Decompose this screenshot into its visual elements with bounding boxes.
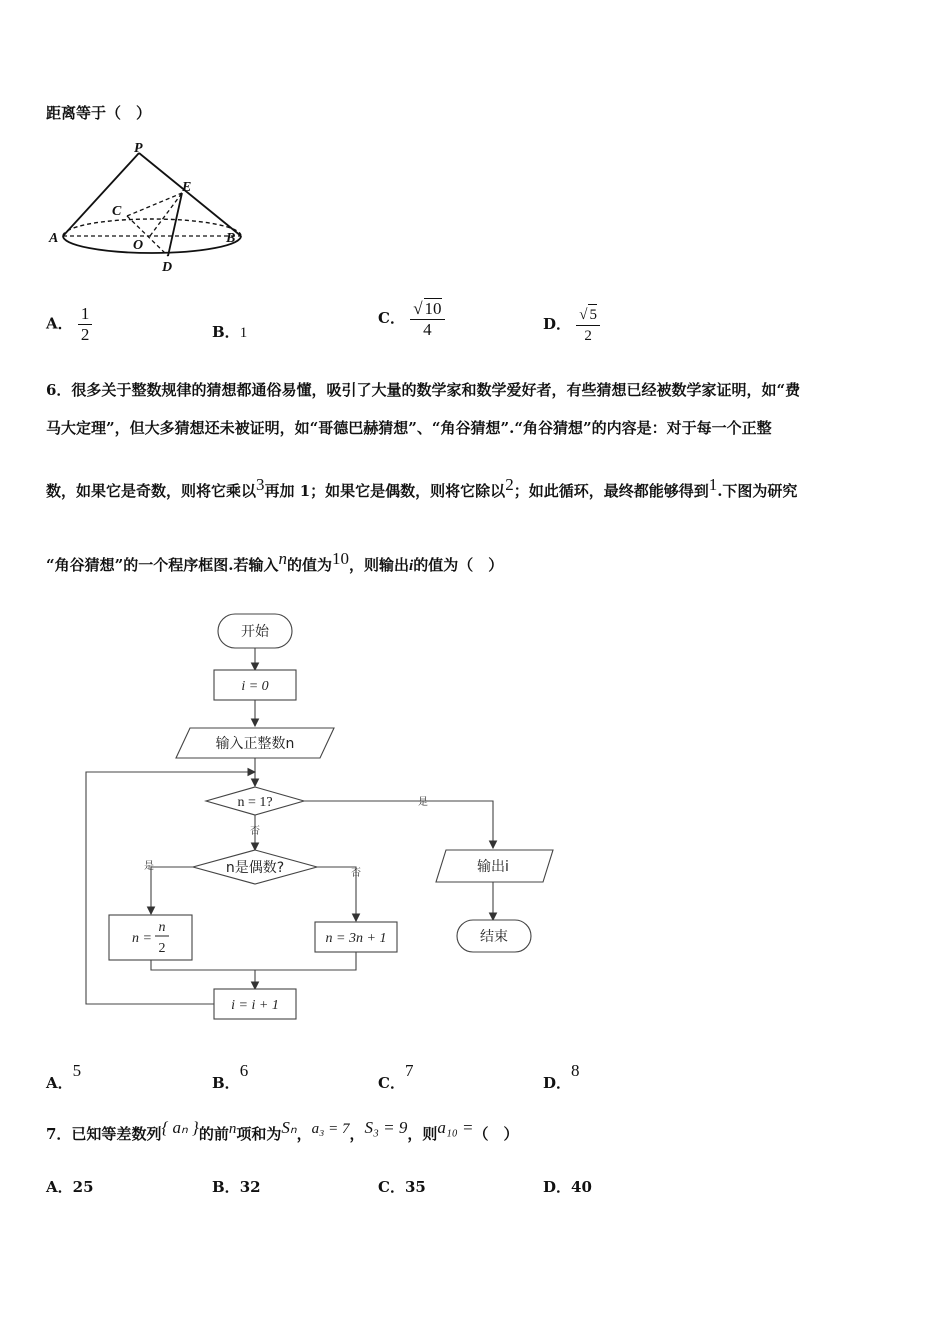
q6-option-c[interactable]: C．7 bbox=[378, 1061, 414, 1092]
label-A: A bbox=[49, 231, 59, 246]
q5-stem-tail: 距离等于（ ） bbox=[46, 104, 152, 122]
flow-cond2-no: 否 bbox=[351, 868, 361, 879]
flow-cond2-yes: 是 bbox=[144, 861, 154, 872]
cone-figure bbox=[40, 138, 250, 278]
flow-increment-label: i = i + 1 bbox=[231, 998, 279, 1013]
q6-stem-line1: 6．很多关于整数规律的猜想都通俗易懂，吸引了大量的数学家和数学爱好者，有些猜想已经被数学家证明，如“费 bbox=[46, 381, 801, 399]
flow-init-label: i = 0 bbox=[241, 679, 269, 694]
q7-option-a[interactable]: A．25 bbox=[46, 1178, 94, 1196]
q6-option-d[interactable]: D．8 bbox=[543, 1061, 580, 1092]
q6-option-b[interactable]: B．6 bbox=[212, 1061, 249, 1092]
label-P: P bbox=[134, 141, 143, 156]
flow-cond2-label: n是偶数? bbox=[225, 860, 285, 876]
q5-option-c[interactable]: C． $\frac{√ 10}{4}$ bbox=[378, 298, 445, 340]
edge-PA bbox=[63, 153, 139, 236]
flow-output-label: 输出i bbox=[477, 859, 509, 875]
label-E: E bbox=[182, 180, 192, 195]
flow-end-label: 结束 bbox=[480, 929, 508, 945]
q7-option-d[interactable]: D．40 bbox=[543, 1178, 592, 1196]
flow-even-den: 2 bbox=[158, 941, 166, 956]
flow-even-lhs: n = bbox=[132, 931, 152, 946]
q6-stem-line2: 马大定理”，但大多猜想还未被证明，如“哥德巴赫猜想”、“角谷猜想”.“角谷猜想”的内容是：对于每一个正整 bbox=[46, 419, 772, 437]
cone-base-front bbox=[63, 236, 241, 253]
flow-even-num: n bbox=[158, 920, 166, 935]
flowchart bbox=[80, 606, 560, 1032]
q5-option-b[interactable]: B．1 bbox=[212, 323, 248, 341]
q7-option-b[interactable]: B．32 bbox=[212, 1178, 261, 1196]
q6-stem-line4: “角谷猜想”的一个程序框图.若输入$^n$的值为$^{10}$，则输出i的值为（ ） bbox=[46, 549, 504, 574]
label-B: B bbox=[226, 231, 236, 246]
flow-cond1-yes: 是 bbox=[418, 797, 428, 808]
q5-option-c-fraction: $\frac{√ 10}{4}$ bbox=[410, 298, 444, 340]
q5-option-d[interactable]: D． $\frac{√ 5}{2}$ bbox=[543, 304, 600, 346]
q5-option-a-fraction: $\frac{1}{2}$ bbox=[78, 304, 93, 345]
q6-option-a[interactable]: A．5 bbox=[46, 1061, 82, 1092]
flow-start-label: 开始 bbox=[241, 624, 269, 640]
q5-option-d-fraction: $\frac{√ 5}{2}$ bbox=[576, 304, 600, 346]
q7-sequence: { aₙ } bbox=[161, 1118, 199, 1137]
segment-CE bbox=[127, 193, 182, 216]
segment-DE bbox=[168, 193, 182, 256]
q7-stem: 7．已知等差数列$^{\{ a_n \}}$的前$^n$项和为$^{S_n}$，$^{a_3 = 7}$，$^{S_3 = 9}$，则$^{a_{10} =}$（ ） bbox=[46, 1118, 519, 1143]
label-D: D bbox=[162, 260, 173, 275]
q7-option-c[interactable]: C．35 bbox=[378, 1178, 426, 1196]
flow-cond1-no: 否 bbox=[250, 826, 260, 837]
flow-input-label: 输入正整数n bbox=[215, 736, 295, 752]
flow-cond1-label: n = 1? bbox=[237, 795, 273, 810]
q6-stem-line3: 数，如果它是奇数，则将它乘以$^3$再加 1；如果它是偶数，则将它除以$^2$；如此循环，最终都能够得到$^1$.下图为研究 bbox=[46, 475, 798, 500]
q5-option-a[interactable]: A． $\frac{1}{2}$ bbox=[46, 304, 92, 345]
flow-odd-label: n = 3n + 1 bbox=[325, 931, 387, 946]
label-C: C bbox=[112, 204, 122, 219]
label-O: O bbox=[133, 238, 144, 253]
